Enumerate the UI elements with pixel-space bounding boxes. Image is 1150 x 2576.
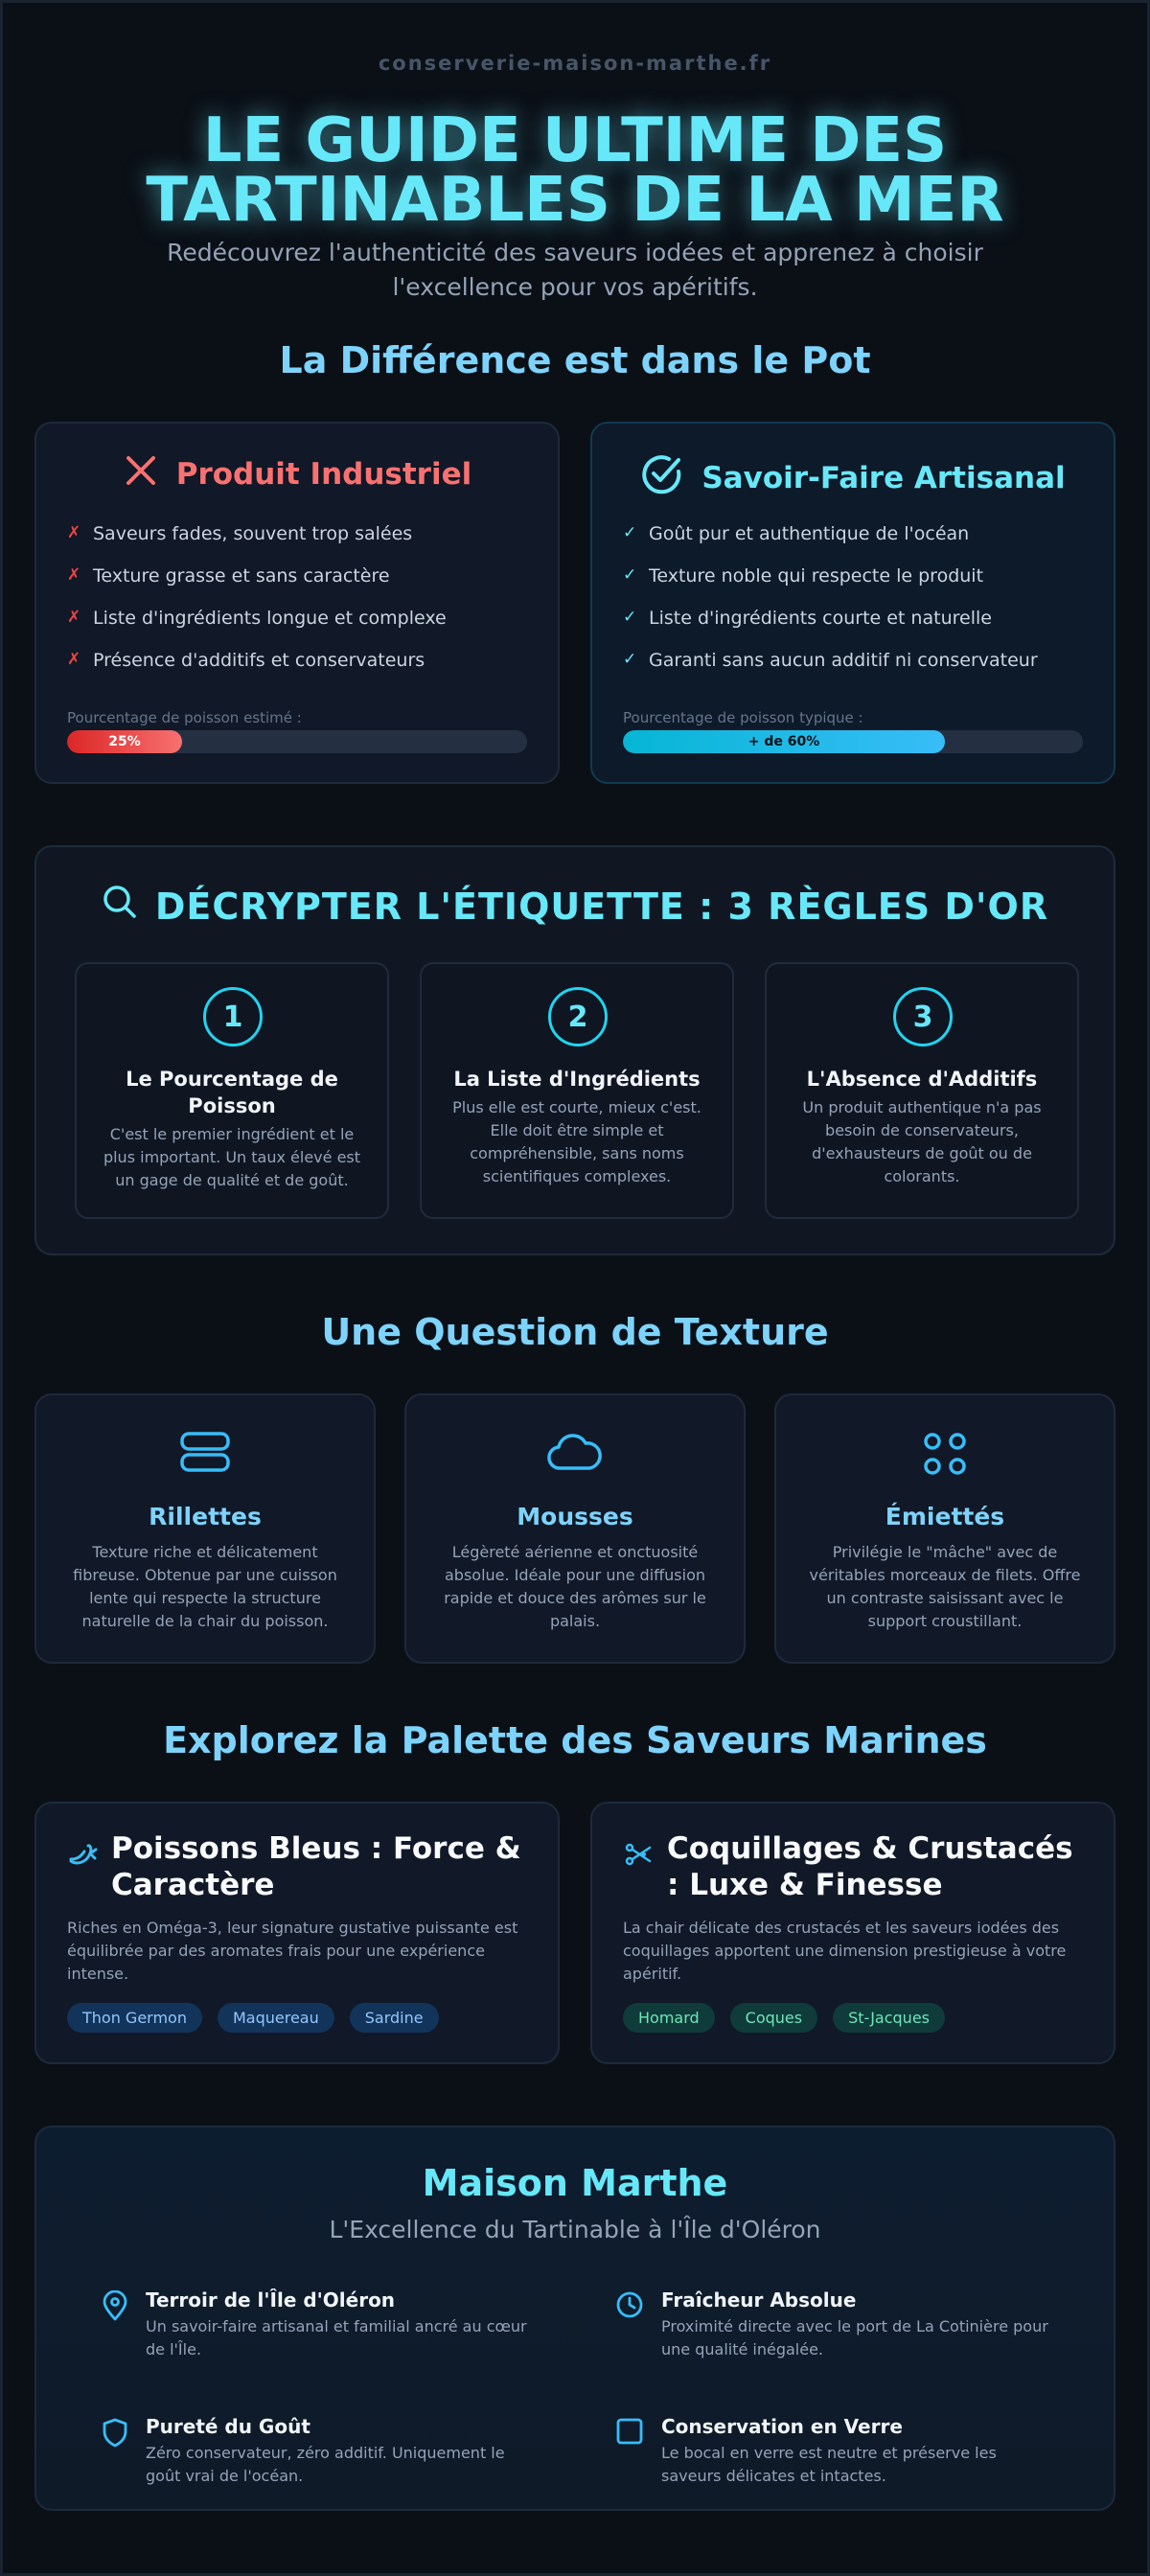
flavor-card — [590, 1802, 1116, 2064]
rule-number: 2 — [548, 987, 608, 1046]
cloud-icon — [406, 1430, 744, 1474]
industrial-title: Produit Industriel — [175, 457, 472, 492]
jar-square-icon — [615, 2415, 644, 2488]
flavor-description: La chair délicate des crustacés et les saveurs iodées des coquillages apportent une dimension prestigieuse à votre apéritif. — [623, 1919, 1067, 1983]
flavor-tag: Maquereau — [218, 2003, 334, 2033]
page-subtitle: Redécouvrez l'authenticité des saveurs iodées et apprenez à choisir l'excellence pour vos apéritifs. — [167, 239, 983, 301]
maison-subtitle: L'Excellence du Tartinable à l'Île d'Oléron — [329, 2216, 821, 2243]
flavor-tag: Homard — [623, 2003, 715, 2033]
flavor-title: Coquillages & Crustacés : Luxe & Finesse — [667, 1831, 1073, 1902]
list-item: ✗ Saveurs fades, souvent trop salées — [67, 523, 413, 544]
list-item: ✗ Présence d'additifs et conservateurs — [67, 650, 426, 671]
flavor-tag: Coques — [730, 2003, 817, 2033]
rule-number: 1 — [203, 987, 263, 1046]
industrial-pct-label: Pourcentage de poisson estimé : — [67, 709, 302, 726]
flavor-header — [67, 1830, 527, 1903]
check-mark-icon: ✓ — [623, 608, 637, 627]
rule-title: L'Absence d'Additifs — [806, 1068, 1038, 1091]
rule-body: Un produit authentique n'a pas besoin de conservateurs, d'exhausteurs de goût ou de colorants. — [802, 1098, 1042, 1185]
texture-description: Privilégie le "mâche" avec de véritables morceaux de filets. Offre un contraste saisissant avec le support croustillant. — [809, 1543, 1081, 1630]
page-title — [0, 105, 1150, 236]
feature-title: Fraîcheur Absolue — [661, 2288, 857, 2312]
feature-title: Terroir de l'Île d'Oléron — [146, 2288, 396, 2312]
flavor-tags — [623, 2003, 945, 2033]
check-circle-icon — [640, 452, 684, 504]
cross-mark-icon: ✗ — [67, 523, 81, 542]
check-mark-icon: ✓ — [623, 650, 637, 669]
rule-title: La Liste d'Ingrédients — [453, 1068, 701, 1091]
flavor-card — [34, 1802, 560, 2064]
rules-section — [34, 845, 1116, 1255]
rules-title: DÉCRYPTER L'ÉTIQUETTE : 3 RÈGLES D'OR — [154, 885, 1049, 928]
cross-mark-icon: ✗ — [67, 608, 81, 627]
flavor-tag: St-Jacques — [833, 2003, 945, 2033]
flavor-tag: Sardine — [350, 2003, 439, 2033]
feature-description: Le bocal en verre est neutre et préserve les saveurs délicates et intactes. — [661, 2444, 997, 2485]
rule-card — [75, 962, 389, 1219]
rule-card — [765, 962, 1079, 1219]
flavor-header — [623, 1830, 1083, 1903]
texture-card — [34, 1393, 376, 1664]
industrial-list — [67, 523, 527, 692]
list-item: ✓ Liste d'ingrédients courte et naturelle — [623, 608, 992, 629]
shell-icon — [623, 1830, 654, 1874]
artisanal-pct-track — [623, 730, 1083, 753]
comparison-title: La Différence est dans le Pot — [279, 339, 871, 381]
feature-item — [102, 2288, 542, 2361]
flavor-tags — [67, 2003, 439, 2033]
feature-title: Pureté du Goût — [146, 2415, 310, 2438]
site-domain: conserverie-maison-marthe.fr — [378, 52, 772, 75]
texture-name: Mousses — [517, 1503, 633, 1530]
texture-name: Émiettés — [885, 1503, 1005, 1530]
texture-card — [404, 1393, 746, 1664]
feature-title: Conservation en Verre — [661, 2415, 903, 2438]
list-item: ✗ Liste d'ingrédients longue et complexe — [67, 608, 447, 629]
artisanal-header — [592, 452, 1114, 504]
list-item: ✗ Texture grasse et sans caractère — [67, 565, 390, 586]
feature-description: Proximité directe avec le port de La Cotinière pour une qualité inégalée. — [661, 2317, 1048, 2358]
feature-item — [615, 2415, 1056, 2488]
feature-description: Un savoir-faire artisanal et familial ancré au cœur de l'Île. — [146, 2317, 527, 2358]
texture-description: Légèreté aérienne et onctuosité absolue. Idéale pour une diffusion rapide et douce des arômes sur le palais. — [444, 1543, 706, 1630]
artisanal-pct-label: Pourcentage de poisson typique : — [623, 709, 863, 726]
search-icon — [102, 884, 138, 929]
feature-item — [615, 2288, 1056, 2361]
feature-item — [102, 2415, 542, 2488]
cross-mark-icon: ✗ — [67, 650, 81, 669]
rule-title: Le Pourcentage de Poisson — [126, 1068, 338, 1117]
check-mark-icon: ✓ — [623, 523, 637, 542]
industrial-pct-track — [67, 730, 527, 753]
rule-body: Plus elle est courte, mieux c'est. Elle doit être simple et compréhensible, sans noms scientifiques complexes. — [452, 1098, 702, 1185]
rule-card — [420, 962, 734, 1219]
texture-name: Rillettes — [149, 1503, 262, 1530]
maison-title: Maison Marthe — [422, 2162, 728, 2204]
artisanal-pct-bar: + de 60% — [623, 730, 945, 753]
list-item: ✓ Garanti sans aucun additif ni conservateur — [623, 650, 1038, 671]
list-item: ✓ Texture noble qui respecte le produit — [623, 565, 984, 586]
rule-number: 3 — [893, 987, 953, 1046]
feature-description: Zéro conservateur, zéro additif. Uniquement le goût vrai de l'océan. — [146, 2444, 505, 2485]
flavor-tag: Thon Germon — [67, 2003, 202, 2033]
texture-card — [774, 1393, 1116, 1664]
flavor-description: Riches en Oméga-3, leur signature gustative puissante est équilibrée par des aromates frais pour une expérience intense. — [67, 1919, 518, 1983]
check-mark-icon: ✓ — [623, 565, 637, 585]
maison-section — [34, 2126, 1116, 2511]
rule-body: C'est le premier ingrédient et le plus important. Un taux élevé est un gage de qualité et de goût. — [103, 1125, 361, 1189]
industrial-card — [34, 422, 560, 784]
flavor-title: Poissons Bleus : Force & Caractère — [111, 1831, 521, 1902]
title-line-2: TARTINABLES DE LA MER — [146, 165, 1004, 236]
industrial-pct-bar: 25% — [67, 730, 182, 753]
artisanal-title: Savoir-Faire Artisanal — [702, 461, 1066, 495]
map-pin-icon — [102, 2288, 128, 2361]
x-icon — [123, 452, 159, 496]
artisanal-list — [623, 523, 1083, 692]
texture-description: Texture riche et délicatement fibreuse. Obtenue par une cuisson lente qui respecte la structure naturelle de la chair du poisson. — [73, 1543, 337, 1630]
fish-icon — [67, 1830, 98, 1874]
layers-icon — [36, 1430, 374, 1474]
flavors-title: Explorez la Palette des Saveurs Marines — [163, 1719, 987, 1761]
shield-icon — [102, 2415, 128, 2488]
rules-header — [36, 884, 1114, 929]
artisanal-card — [590, 422, 1116, 784]
title-line-1: LE GUIDE ULTIME DES — [202, 105, 948, 176]
industrial-header — [36, 452, 558, 496]
cross-mark-icon: ✗ — [67, 565, 81, 585]
dots-icon — [776, 1430, 1114, 1478]
list-item: ✓ Goût pur et authentique de l'océan — [623, 523, 970, 544]
clock-icon — [615, 2288, 644, 2361]
texture-title: Une Question de Texture — [321, 1311, 829, 1353]
